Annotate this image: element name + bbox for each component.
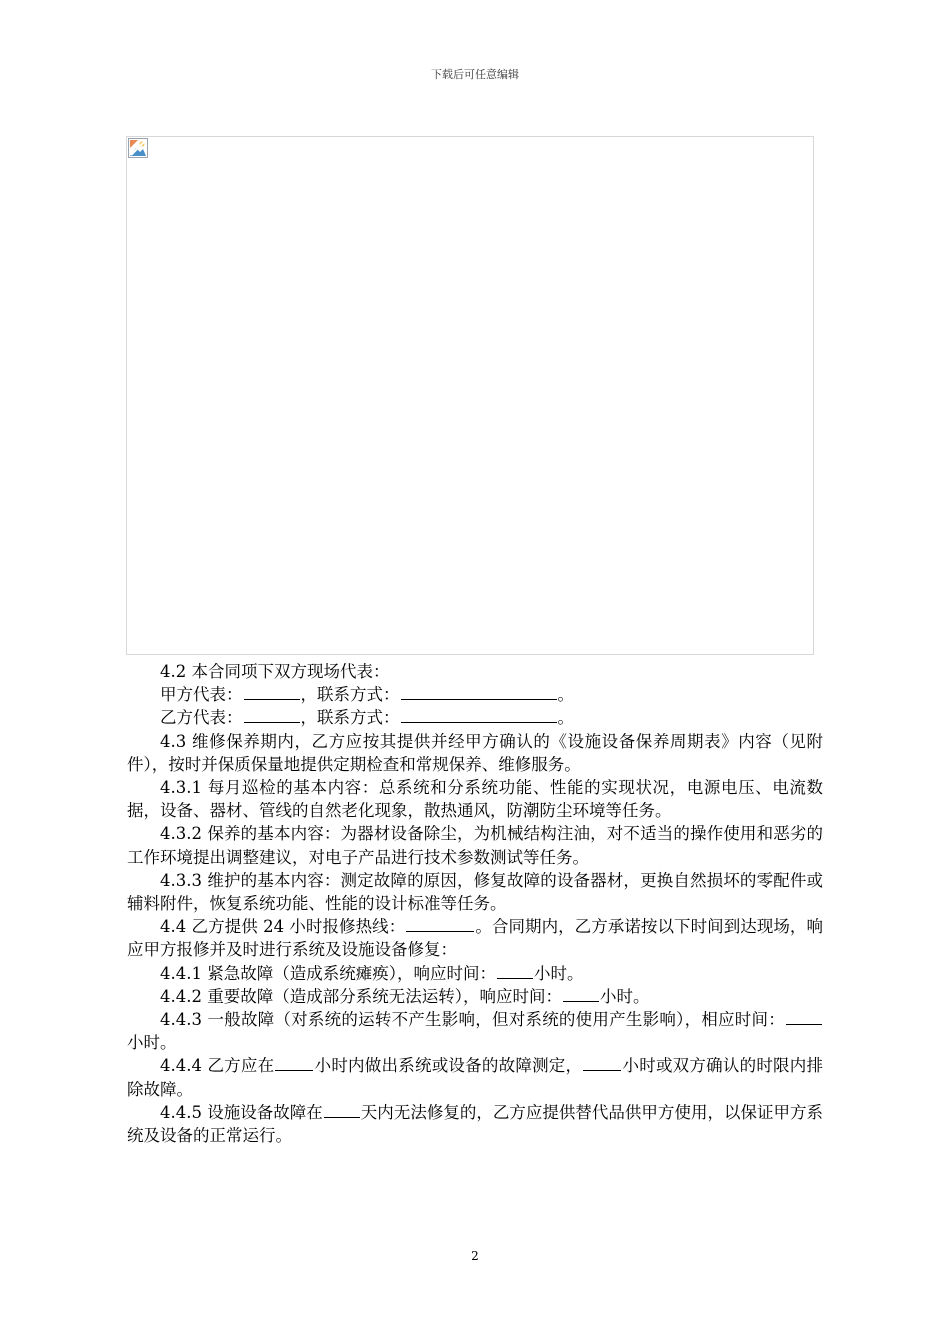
- broken-image-icon: [128, 138, 148, 158]
- party-a-end: 。: [557, 685, 574, 705]
- section-4-4: [127, 915, 823, 961]
- section-4-3-3: 4.3.3 维护的基本内容：测定故障的原因，修复故障的设备器材，更换自然损坏的零配件或辅料附件，恢复系统功能、性能的设计标准等任务。: [127, 870, 823, 914]
- hotline-blank: [406, 915, 474, 932]
- major-fault-label: 4.4.2 重要故障（造成部分系统无法运转），响应时间：: [160, 986, 562, 1006]
- diagnose-mid: 小时内做出系统或设备的故障测定，: [314, 1056, 583, 1076]
- party-b-end: 。: [557, 708, 574, 728]
- general-fault-label: 4.4.3 一般故障（对系统的运转不产生影响，但对系统的使用产生影响），相应时间：: [160, 1010, 785, 1030]
- section-4-4-1: [127, 962, 823, 985]
- urgent-unit: 小时。: [533, 963, 584, 983]
- image-placeholder: [126, 136, 814, 655]
- party-b-contact-blank: [401, 706, 557, 723]
- party-a-label: 甲方代表：: [160, 685, 243, 705]
- party-a-name-blank: [244, 683, 300, 700]
- party-a-representative-line: [127, 683, 823, 706]
- section-4-4-rest: 。合同期内，乙方承诺按以下时间到达现场，响应甲方报修并及时进行系统及设施设备修复：: [127, 917, 823, 960]
- page-number: 2: [471, 1249, 479, 1263]
- section-4-4-5: [127, 1101, 823, 1147]
- diagnose-hours-blank: [275, 1054, 313, 1071]
- party-b-representative-line: [127, 706, 823, 729]
- party-b-label: 乙方代表：: [160, 708, 243, 728]
- diagnose-label: 4.4.4 乙方应在: [160, 1056, 275, 1076]
- section-4-2-title: 4.2 本合同项下双方现场代表：: [160, 662, 390, 681]
- section-4-3: 4.3 维修保养期内，乙方应按其提供并经甲方确认的《设施设备保养周期表》内容（见附件），按时并保质保量地提供定期检查和常规保养、维修服务。: [127, 731, 823, 774]
- party-b-contact-label: ，联系方式：: [300, 708, 400, 728]
- section-4-4-4: [127, 1054, 823, 1100]
- major-unit: 小时。: [599, 986, 650, 1006]
- general-unit: 小时。: [127, 1033, 177, 1053]
- major-response-blank: [563, 985, 599, 1002]
- replacement-rest: 天内无法修复的，乙方应提供替代品供甲方使用，以保证甲方系统及设备的正常运行。: [127, 1102, 824, 1146]
- repair-rest: 小时或双方确认的时限内排除故障。: [127, 1056, 824, 1099]
- section-4-3-1: 4.3.1 每月巡检的基本内容：总系统和分系统功能、性能的实现状况，电源电压、电流数据，设备、器材、管线的自然老化现象，散热通风，防潮防尘环境等任务。: [127, 778, 823, 821]
- general-response-blank: [786, 1008, 822, 1025]
- section-4-3-2: 4.3.2 保养的基本内容：为器材设备除尘，为机械结构注油，对不适当的操作使用和恶劣的工作环境提出调整建议，对电子产品进行技术参数测试等任务。: [127, 824, 823, 867]
- hotline-label: 4.4 乙方提供 24 小时报修热线：: [160, 917, 406, 937]
- page-header: 下载后可任意编辑: [431, 68, 519, 81]
- party-a-contact-label: ，联系方式：: [300, 685, 400, 705]
- repair-hours-blank: [583, 1054, 621, 1071]
- urgent-fault-label: 4.4.1 紧急故障（造成系统瘫痪），响应时间：: [160, 963, 496, 983]
- party-b-name-blank: [244, 706, 300, 723]
- section-4-4-3: [127, 1008, 823, 1054]
- document-body: [127, 660, 823, 1147]
- replacement-label: 4.4.5 设施设备故障在: [160, 1102, 323, 1122]
- replacement-days-blank: [324, 1101, 360, 1118]
- urgent-response-blank: [497, 962, 533, 979]
- section-4-4-2: [127, 985, 823, 1008]
- party-a-contact-blank: [401, 683, 557, 700]
